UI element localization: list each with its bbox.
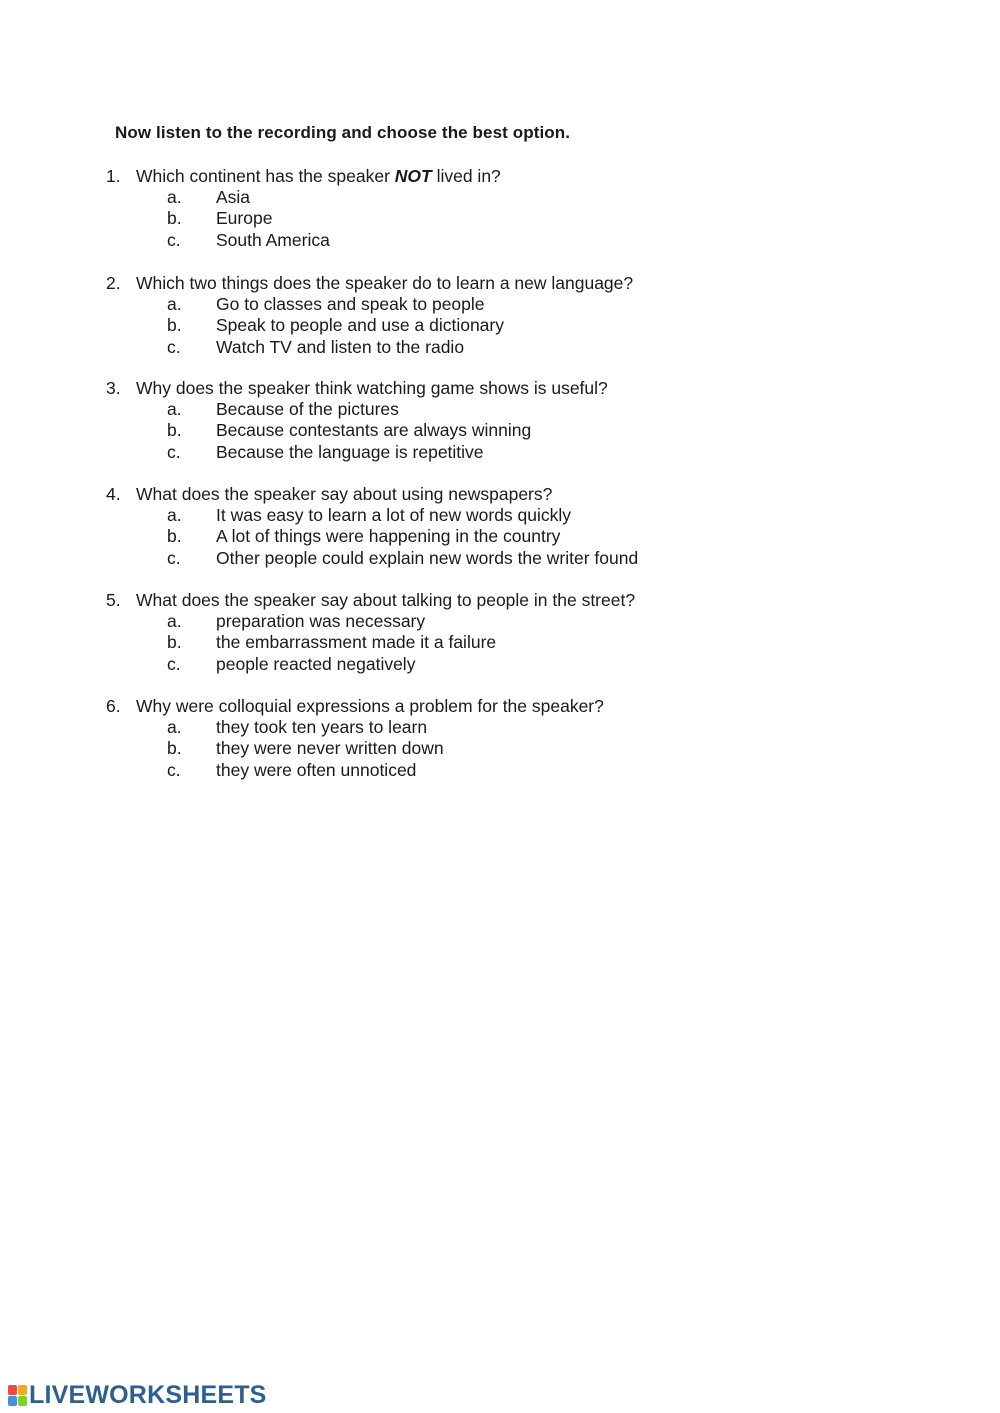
question-6 (106, 695, 806, 781)
option-c[interactable] (106, 760, 806, 781)
option-text: South America (216, 229, 330, 250)
question-text: Why were colloquial expressions a problem for the speaker? (136, 696, 604, 716)
logo-block (8, 1396, 17, 1406)
option-b[interactable] (106, 420, 806, 441)
question-number: 3. (106, 378, 121, 398)
option-c[interactable] (106, 548, 806, 569)
option-text: Watch TV and listen to the radio (216, 336, 465, 357)
option-letter: a. (167, 505, 182, 525)
option-letter: a. (167, 294, 182, 314)
option-letter: b. (167, 738, 182, 759)
option-text: Because contestants are always winning (216, 420, 532, 441)
option-text: Because of the pictures (216, 399, 399, 419)
option-letter: a. (167, 187, 182, 207)
logo-blocks-icon (8, 1385, 27, 1406)
option-a[interactable] (106, 717, 806, 738)
option-letter: b. (167, 420, 182, 441)
option-letter: a. (167, 611, 182, 631)
question-1 (106, 165, 806, 251)
logo-block (18, 1385, 27, 1395)
option-text: Speak to people and use a dictionary (216, 315, 504, 336)
option-letter: c. (167, 229, 181, 250)
question-emphasis: NOT (394, 166, 432, 186)
question-text: Which two things does the speaker do to learn a new language? (136, 273, 634, 293)
option-letter: c. (167, 336, 181, 357)
question-number: 1. (106, 166, 121, 186)
question-text: What does the speaker say about using newspapers? (136, 484, 553, 504)
option-text: they were never written down (216, 738, 444, 759)
question-text: Why does the speaker think watching game shows is useful? (136, 378, 608, 398)
instruction-heading: Now listen to the recording and choose the best option. (115, 123, 571, 142)
option-text: Go to classes and speak to people (216, 294, 485, 314)
question-5 (106, 589, 806, 675)
option-text: people reacted negatively (216, 653, 416, 674)
question-2 (106, 272, 806, 358)
option-a[interactable] (106, 611, 806, 632)
option-letter: a. (167, 717, 182, 737)
option-text: Other people could explain new words the writer found (216, 547, 639, 568)
question-number: 5. (106, 590, 121, 610)
question-number: 6. (106, 696, 121, 716)
option-text: Because the language is repetitive (216, 441, 484, 462)
option-text: the embarrassment made it a failure (216, 632, 497, 653)
option-c[interactable] (106, 230, 806, 251)
option-a[interactable] (106, 294, 806, 315)
option-c[interactable] (106, 654, 806, 675)
option-b[interactable] (106, 208, 806, 229)
option-letter: c. (167, 653, 181, 674)
option-text: It was easy to learn a lot of new words quickly (216, 505, 572, 525)
option-a[interactable] (106, 399, 806, 420)
option-text: they were often unnoticed (216, 759, 417, 780)
option-b[interactable] (106, 315, 806, 336)
option-b[interactable] (106, 526, 806, 547)
question-3 (106, 377, 806, 463)
logo-text: LIVEWORKSHEETS (29, 1380, 267, 1409)
liveworksheets-logo[interactable] (8, 1380, 267, 1410)
option-letter: c. (167, 759, 181, 780)
option-letter: b. (167, 208, 182, 229)
option-letter: b. (167, 526, 182, 547)
option-letter: b. (167, 632, 182, 653)
option-c[interactable] (106, 442, 806, 463)
option-letter: c. (167, 441, 181, 462)
question-number: 2. (106, 273, 121, 293)
option-text: Asia (216, 187, 251, 207)
logo-block (18, 1396, 27, 1406)
question-text: Which continent has the speaker NOT lived in? (136, 166, 501, 186)
option-text: Europe (216, 208, 273, 229)
option-a[interactable] (106, 505, 806, 526)
question-number: 4. (106, 484, 121, 504)
option-b[interactable] (106, 738, 806, 759)
option-b[interactable] (106, 632, 806, 653)
option-text: A lot of things were happening in the country (216, 526, 561, 547)
question-text: What does the speaker say about talking to people in the street? (136, 590, 636, 610)
logo-block (8, 1385, 17, 1395)
option-text: preparation was necessary (216, 611, 426, 631)
option-c[interactable] (106, 337, 806, 358)
question-4 (106, 483, 806, 569)
option-letter: b. (167, 315, 182, 336)
option-text: they took ten years to learn (216, 717, 428, 737)
option-letter: a. (167, 399, 182, 419)
option-letter: c. (167, 547, 181, 568)
option-a[interactable] (106, 187, 806, 208)
